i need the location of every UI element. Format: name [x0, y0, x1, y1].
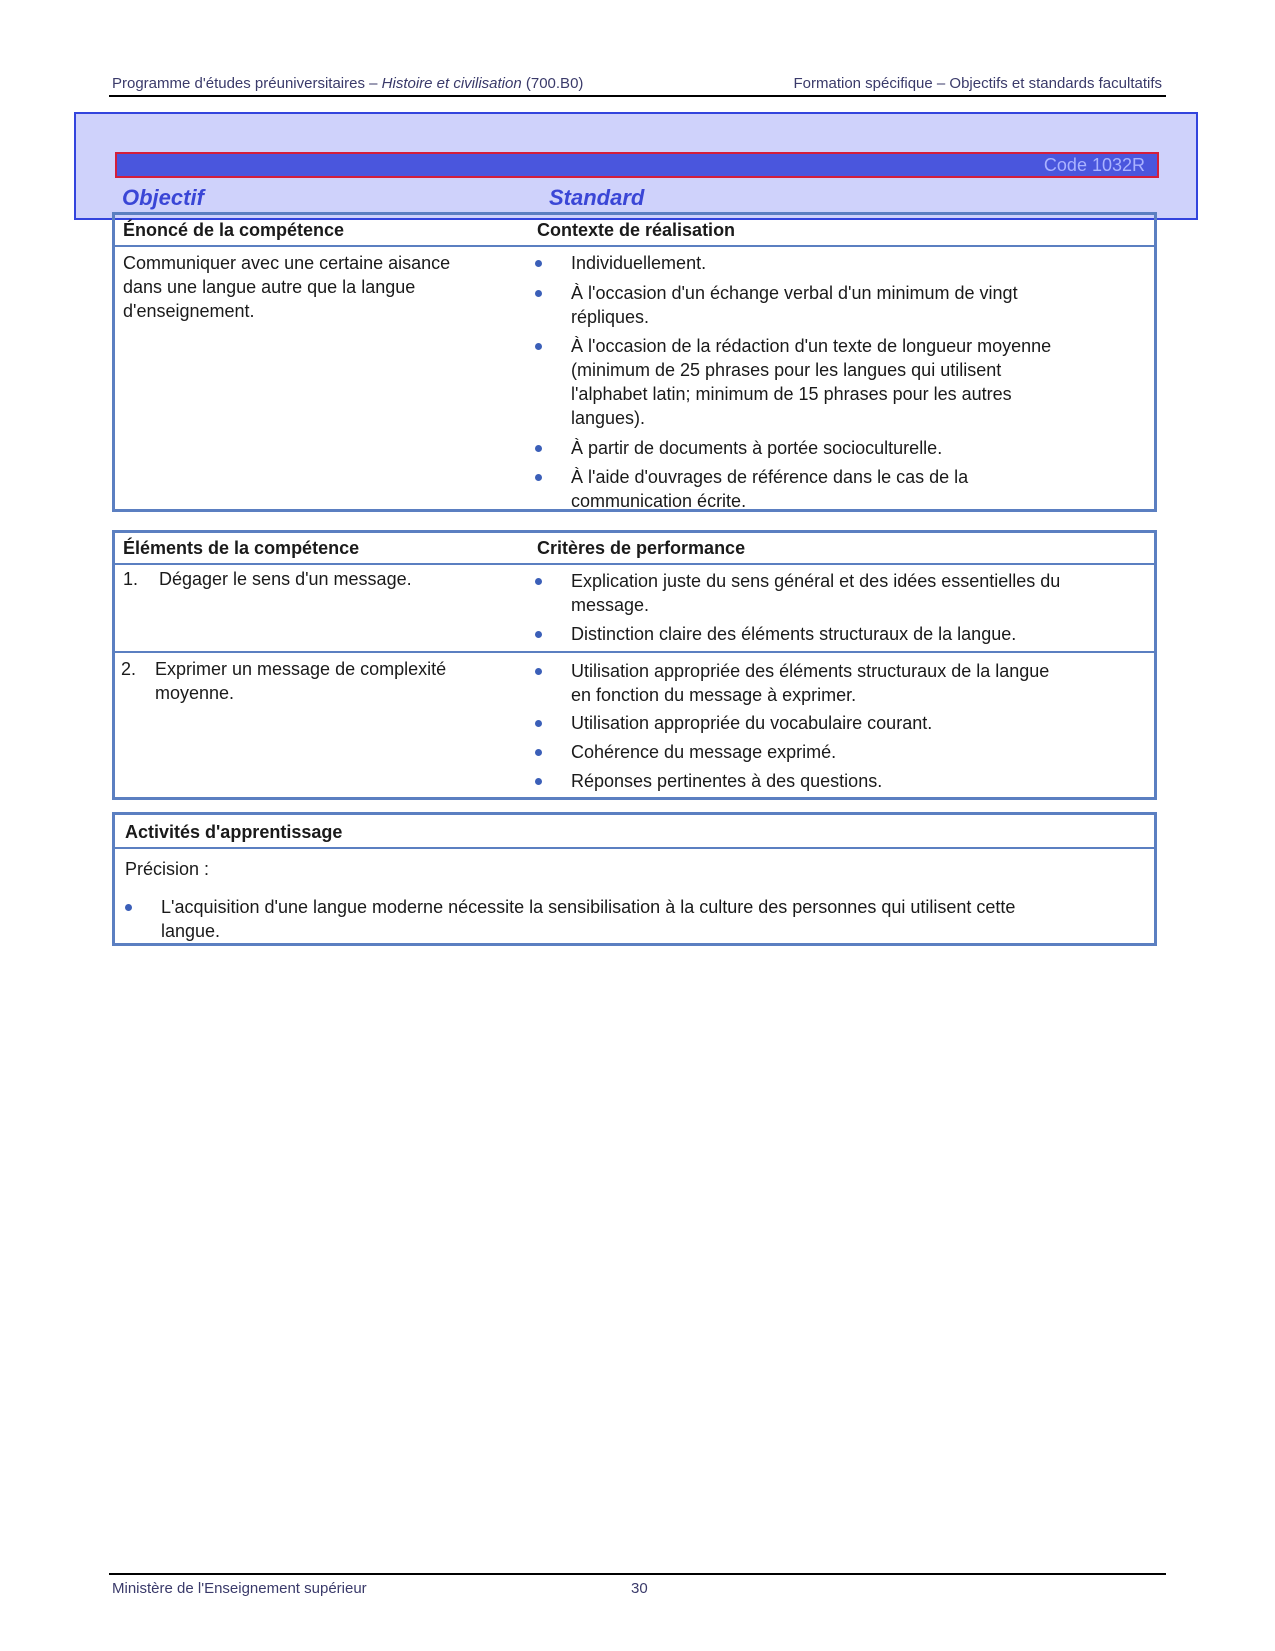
elements-box — [112, 530, 1157, 800]
critere-line: Utilisation appropriée du vocabulaire courant. — [571, 713, 933, 733]
activites-box — [112, 812, 1157, 946]
header-program-title: Histoire et civilisation — [381, 75, 522, 92]
competence-header-row — [115, 215, 1154, 247]
criteres-header: Critères de performance — [537, 538, 746, 558]
bullet-icon — [535, 668, 542, 675]
critere-line: Utilisation appropriée des éléments structuraux de la langue — [571, 661, 1050, 681]
page-header — [112, 75, 1162, 91]
elements-header: Éléments de la compétence — [123, 538, 360, 558]
contexte-line: communication écrite. — [571, 491, 747, 511]
header-left-prefix: Programme d'études préuniversitaires – — [112, 75, 382, 92]
bullet-icon — [535, 631, 542, 638]
contexte-line: À l'aide d'ouvrages de référence dans le cas de la — [571, 467, 969, 487]
element-line: moyenne. — [155, 683, 235, 703]
standard-heading: Standard — [549, 185, 645, 210]
bullet-icon — [535, 445, 542, 452]
bullet-icon — [535, 343, 542, 350]
enonce-header: Énoncé de la compétence — [123, 220, 345, 240]
activite-line: langue. — [161, 921, 221, 941]
enonce-text — [123, 251, 523, 323]
contexte-header: Contexte de réalisation — [537, 220, 736, 240]
row-divider — [115, 651, 1154, 653]
bullet-icon — [535, 474, 542, 481]
bullet-icon — [125, 904, 132, 911]
activites-header: Activités d'apprentissage — [125, 822, 343, 842]
bullet-icon — [535, 749, 542, 756]
critere-line: message. — [571, 595, 650, 615]
element-number: 2. — [121, 659, 137, 679]
element-line: Dégager le sens d'un message. — [159, 569, 412, 589]
bullet-icon — [535, 778, 542, 785]
objectif-heading: Objectif — [122, 185, 204, 210]
enonce-line: d'enseignement. — [123, 301, 255, 321]
element-number: 1. — [123, 569, 139, 589]
enonce-line: Communiquer avec une certaine aisance — [123, 253, 451, 273]
code-bar — [115, 152, 1159, 178]
bullet-icon — [535, 720, 542, 727]
activites-header-row — [115, 815, 1154, 849]
activite-line: L'acquisition d'une langue moderne nécessite la sensibilisation à la culture des personnes qui utilisent cette — [161, 897, 1016, 917]
contexte-line: répliques. — [571, 307, 650, 327]
critere-line: Réponses pertinentes à des questions. — [571, 771, 883, 791]
element-line: Exprimer un message de complexité — [155, 659, 447, 679]
contexte-line: À partir de documents à portée socioculturelle. — [571, 438, 943, 458]
page-number: 30 — [631, 1580, 648, 1597]
precision-label: Précision : — [125, 859, 210, 879]
competence-box — [112, 212, 1157, 512]
contexte-line: À l'occasion de la rédaction d'un texte de longueur moyenne — [571, 336, 1052, 356]
contexte-line: À l'occasion d'un échange verbal d'un minimum de vingt — [571, 283, 1018, 303]
bullet-icon — [535, 260, 542, 267]
contexte-line: Individuellement. — [571, 253, 707, 273]
contexte-line: l'alphabet latin; minimum de 15 phrases pour les autres — [571, 384, 1012, 404]
critere-line: Cohérence du message exprimé. — [571, 742, 837, 762]
header-left-suffix: (700.B0) — [521, 75, 584, 92]
enonce-line: dans une langue autre que la langue — [123, 277, 416, 297]
header-left — [112, 75, 583, 92]
element-text — [155, 657, 525, 705]
critere-line: Distinction claire des éléments structuraux de la langue. — [571, 624, 1017, 644]
bullet-icon — [535, 578, 542, 585]
contexte-line: (minimum de 25 phrases pour les langues qui utilisent — [571, 360, 1002, 380]
header-right: Formation spécifique – Objectifs et standards facultatifs — [793, 75, 1162, 92]
bullet-icon — [535, 290, 542, 297]
footer-rule — [109, 1573, 1166, 1575]
footer-ministry: Ministère de l'Enseignement supérieur — [112, 1580, 367, 1597]
critere-line: en fonction du message à exprimer. — [571, 685, 857, 705]
contexte-line: langues). — [571, 408, 646, 428]
critere-line: Explication juste du sens général et des idées essentielles du — [571, 571, 1061, 591]
header-rule — [109, 95, 1166, 97]
elements-header-row — [115, 533, 1154, 565]
course-code: Code 1032R — [1043, 155, 1145, 175]
element-text — [159, 567, 529, 591]
